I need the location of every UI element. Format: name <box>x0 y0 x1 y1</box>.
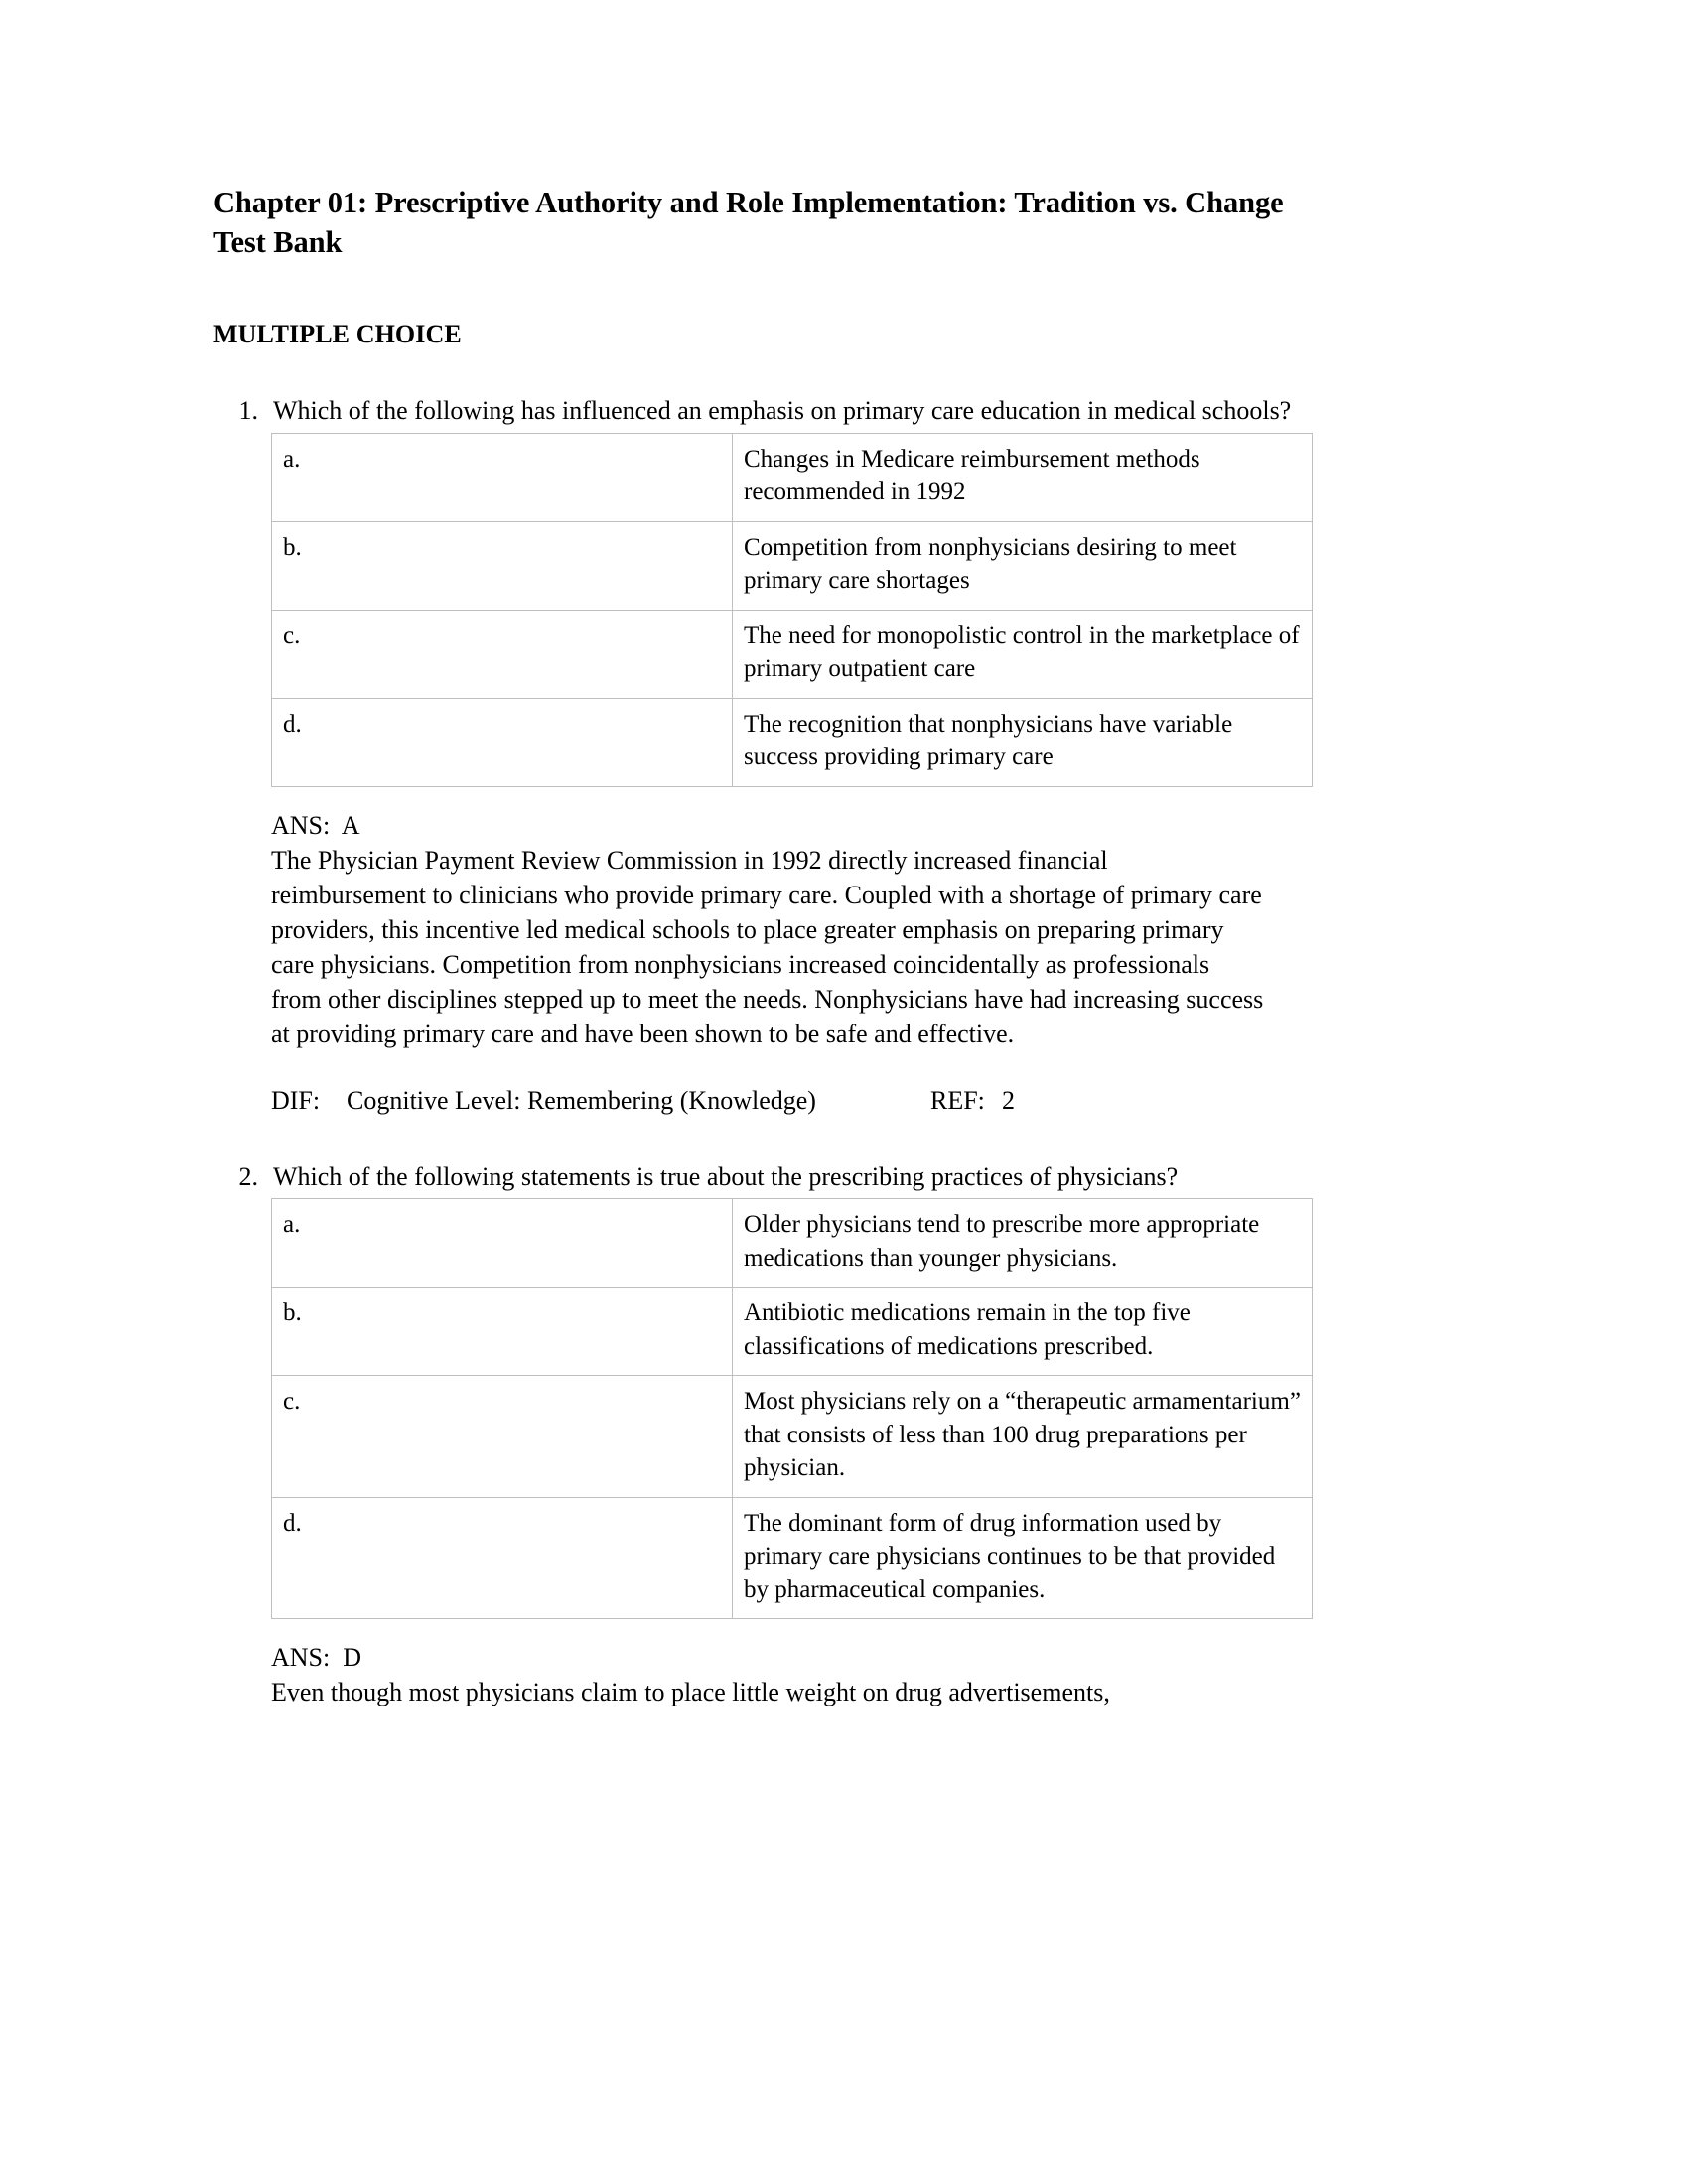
dif-value-1: Cognitive Level: Remembering (Knowledge) <box>347 1085 816 1115</box>
table-row[interactable] <box>272 1288 1313 1376</box>
option-letter-2c: c. <box>272 1376 733 1498</box>
option-text-2d: The dominant form of drug information used by primary care physicians continues to be that provided by pharmaceutical companies. <box>733 1497 1313 1619</box>
page-title-line-2: Test Bank <box>213 224 343 259</box>
answer-block-2 <box>271 1641 1475 1710</box>
option-text-2b: Antibiotic medications remain in the top five classifications of medications prescribed. <box>733 1288 1313 1376</box>
answer-line-2: ANS: D <box>271 1643 362 1673</box>
table-row[interactable] <box>272 1497 1313 1619</box>
table-row[interactable] <box>272 433 1313 521</box>
rationale-text-2: Even though most physicians claim to place little weight on drug advertisements, <box>271 1678 1110 1707</box>
page-content <box>213 184 1475 1710</box>
options-table-2 <box>271 1198 1313 1619</box>
table-row[interactable] <box>272 610 1313 698</box>
option-text-1d: The recognition that nonphysicians have variable success providing primary care <box>733 698 1313 786</box>
question-block-2 <box>213 1160 1475 1711</box>
table-row[interactable] <box>272 698 1313 786</box>
option-text-1b: Competition from nonphysicians desiring to meet primary care shortages <box>733 521 1313 610</box>
question-text-2: Which of the following statements is true about the prescribing practices of physicians? <box>273 1161 1179 1191</box>
option-letter-2a: a. <box>272 1199 733 1288</box>
answer-line-1: ANS: A <box>271 810 360 840</box>
question-block-1 <box>213 394 1475 1115</box>
page-title-line-1: Chapter 01: Prescriptive Authority and Role Implementation: Tradition vs. Change <box>213 186 1284 219</box>
metadata-line-1 <box>271 1086 1475 1116</box>
ref-value-1: 2 <box>1002 1085 1015 1115</box>
answer-block-1 <box>271 809 1475 1052</box>
rationale-text-1: The Physician Payment Review Commission in 1992 directly increased financial reimbursement to clinicians who provide primary care. Coupled with a shortage of primary care providers, this incentive led medical schools to place greater emphasis on preparing primary care physicians. Competition from nonphysicians increased coincidentally as professionals from other disciplines stepped up to meet the needs. Nonphysicians have had increasing success at providing primary care and have been shown to be safe and effective. <box>271 845 1264 1048</box>
question-stem-2 <box>213 1160 1475 1195</box>
table-row[interactable] <box>272 521 1313 610</box>
dif-label-1: DIF: <box>271 1085 321 1115</box>
question-number-2: 2. <box>238 1161 258 1191</box>
option-text-1a: Changes in Medicare reimbursement methods recommended in 1992 <box>733 433 1313 521</box>
option-letter-1b: b. <box>272 521 733 610</box>
option-letter-1c: c. <box>272 610 733 698</box>
option-letter-2b: b. <box>272 1288 733 1376</box>
question-stem-1 <box>213 394 1475 429</box>
option-letter-1a: a. <box>272 433 733 521</box>
option-text-1c: The need for monopolistic control in the marketplace of primary outpatient care <box>733 610 1313 698</box>
question-text-1: Which of the following has influenced an emphasis on primary care education in medical schools? <box>273 396 1292 426</box>
options-table-1 <box>271 433 1313 787</box>
table-row[interactable] <box>272 1199 1313 1288</box>
section-heading-multiple-choice: MULTIPLE CHOICE <box>213 320 462 349</box>
question-number-1: 1. <box>238 396 258 426</box>
option-text-2a: Older physicians tend to prescribe more appropriate medications than younger physicians. <box>733 1199 1313 1288</box>
page-title <box>213 184 1475 262</box>
ref-label-1: REF: <box>930 1085 985 1115</box>
option-text-2c: Most physicians rely on a “therapeutic armamentarium” that consists of less than 100 drug preparations per physician. <box>733 1376 1313 1498</box>
option-letter-1d: d. <box>272 698 733 786</box>
table-row[interactable] <box>272 1376 1313 1498</box>
option-letter-2d: d. <box>272 1497 733 1619</box>
